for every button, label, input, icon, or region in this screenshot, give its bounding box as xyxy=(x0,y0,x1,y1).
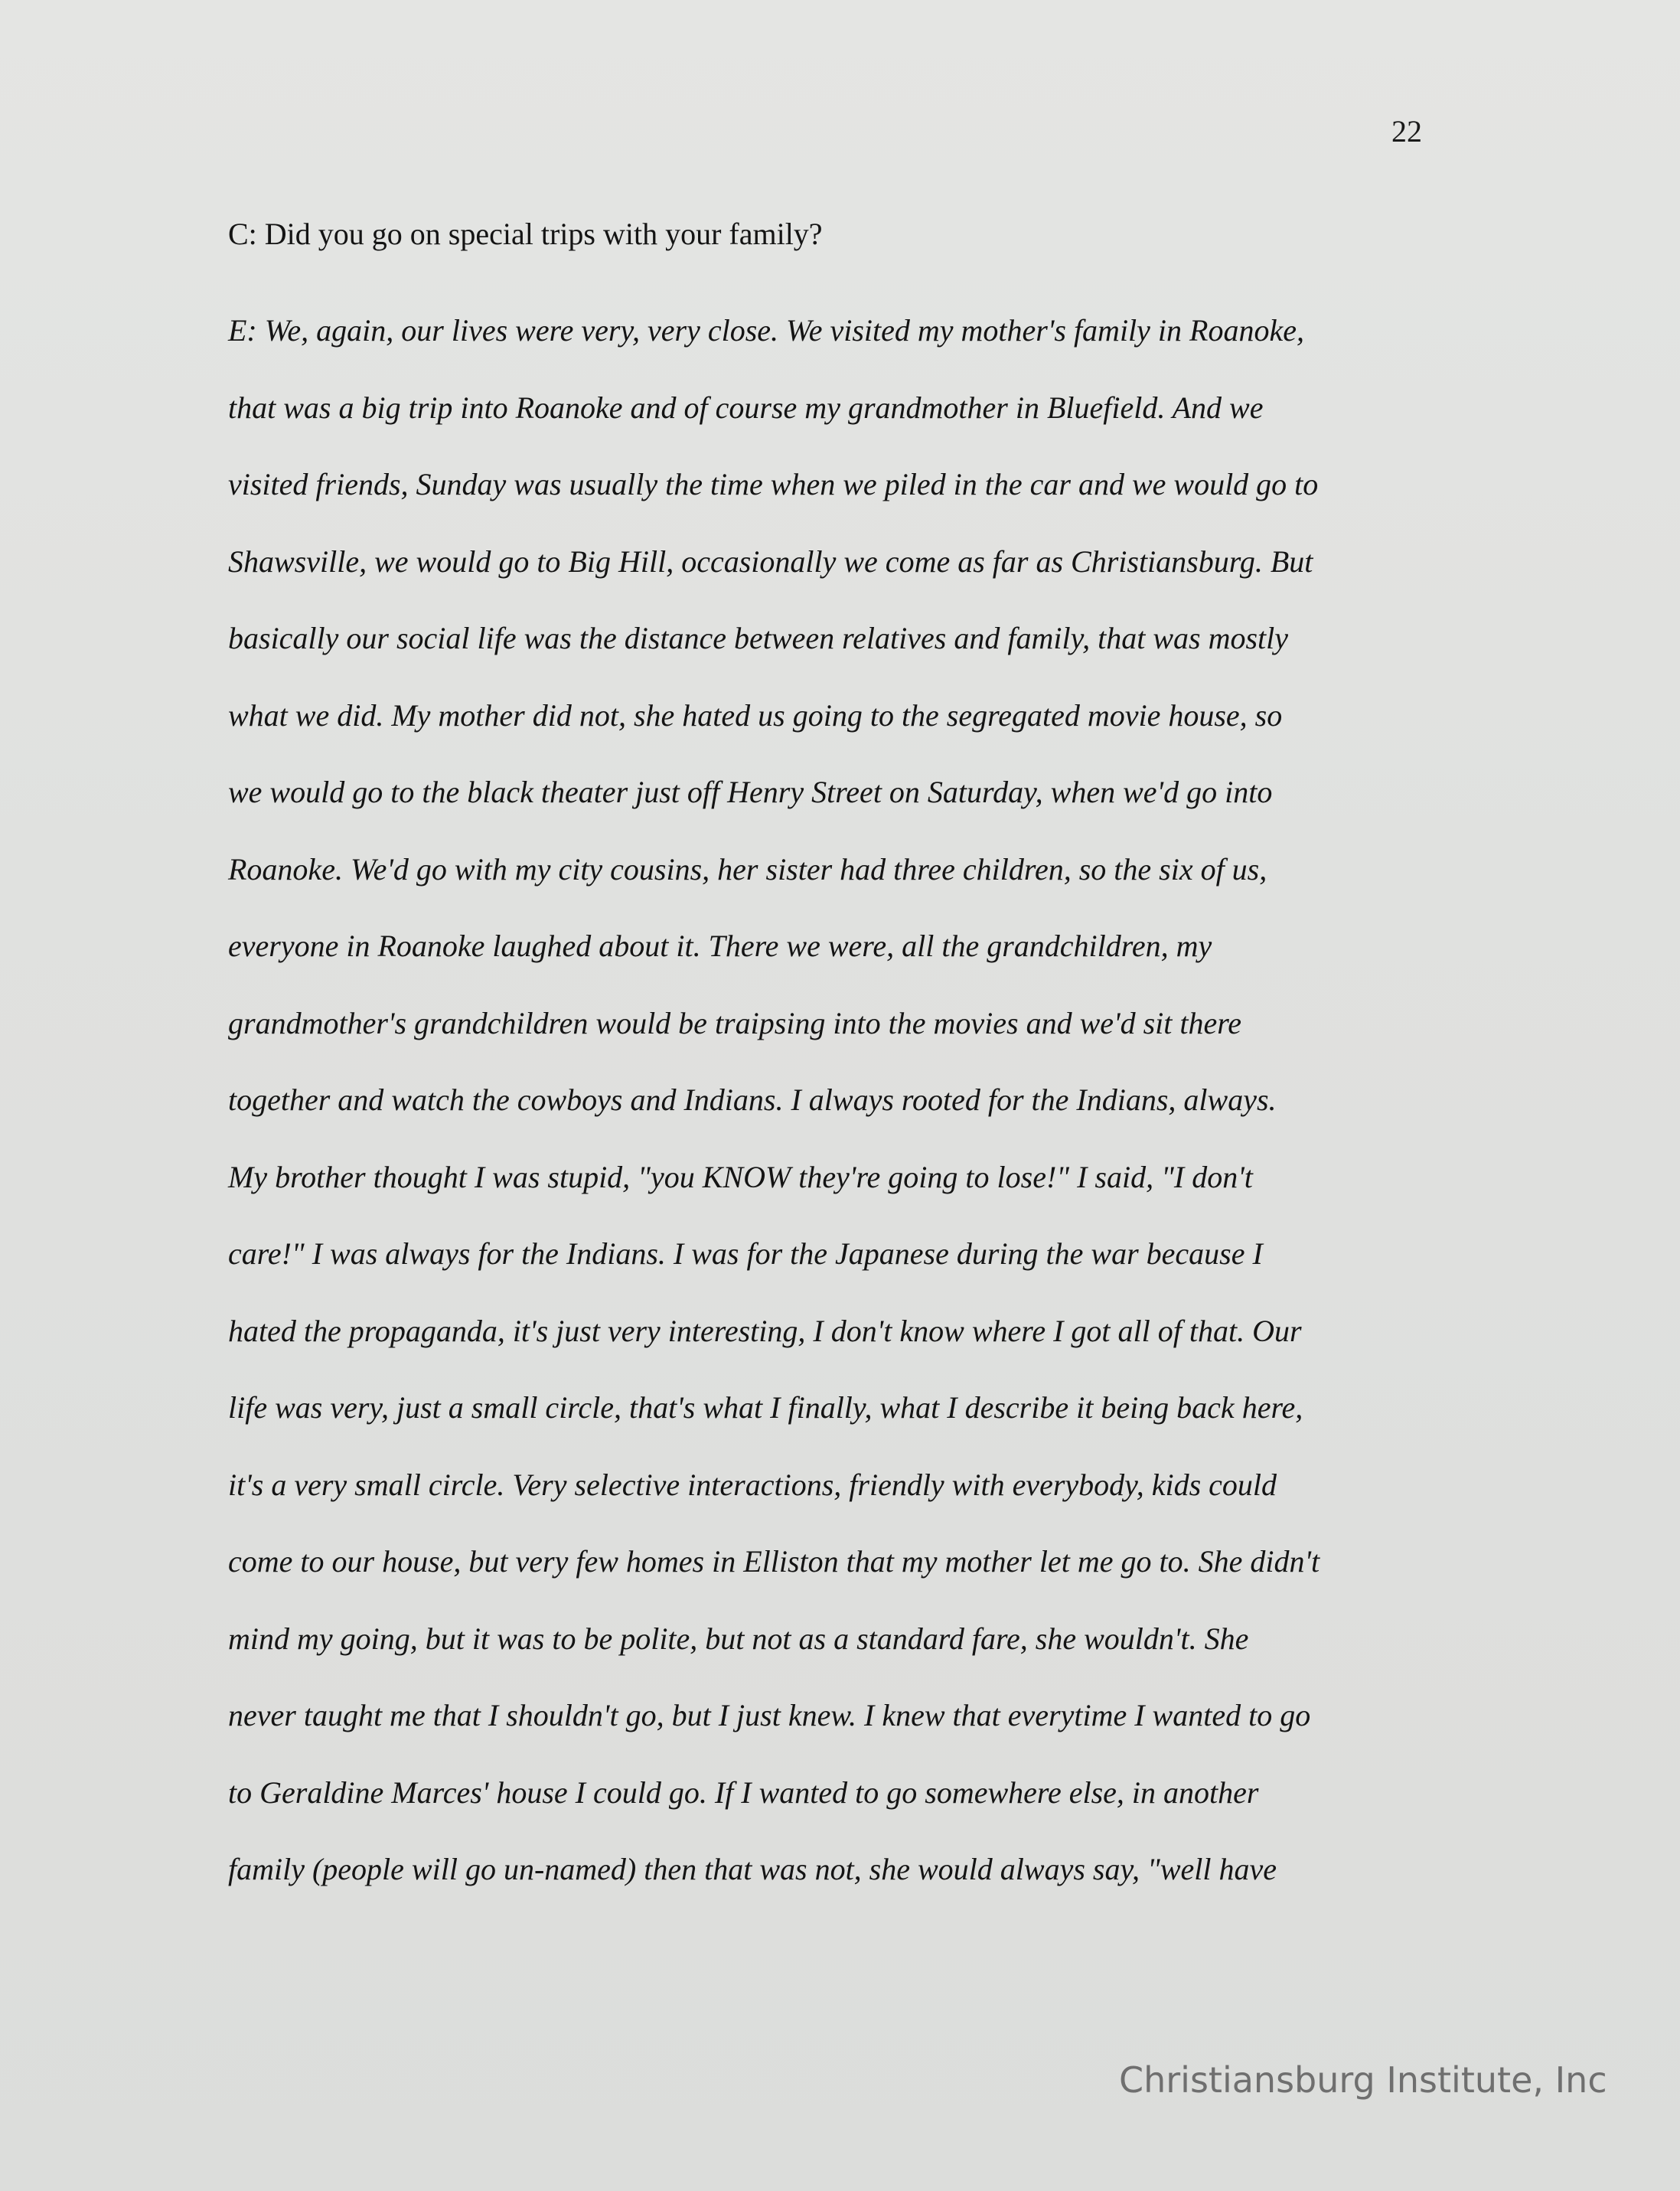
interview-question: C: Did you go on special trips with your family? xyxy=(228,217,823,251)
answer-line: mind my going, but it was to be polite, but not as a standard fare, she wouldn't. She xyxy=(228,1621,1249,1656)
answer-line: care!" I was always for the Indians. I was for the Japanese during the war because I xyxy=(228,1236,1263,1271)
answer-line: that was a big trip into Roanoke and of course my grandmother in Bluefield. And we xyxy=(228,390,1264,425)
answer-line: we would go to the black theater just off Henry Street on Saturday, when we'd go into xyxy=(228,775,1273,809)
watermark: Christiansburg Institute, Inc xyxy=(1119,2059,1607,2101)
answer-line: what we did. My mother did not, she hated us going to the segregated movie house, so xyxy=(228,697,1283,733)
answer-line: never taught me that I shouldn't go, but I just knew. I knew that everytime I wanted to go xyxy=(228,1698,1311,1732)
answer-line: life was very, just a small circle, that's what I finally, what I describe it being back here, xyxy=(228,1390,1303,1425)
answer-line: hated the propaganda, it's just very interesting, I don't know where I got all of that. Our xyxy=(228,1313,1302,1348)
answer-line: Roanoke. We'd go with my city cousins, her sister had three children, so the six of us, xyxy=(228,851,1267,887)
answer-line: E: We, again, our lives were very, very close. We visited my mother's family in Roanoke, xyxy=(228,313,1304,348)
answer-line: visited friends, Sunday was usually the time when we piled in the car and we would go to xyxy=(228,467,1319,501)
answer-line: Shawsville, we would go to Big Hill, occasionally we come as far as Christiansburg. But xyxy=(228,544,1313,579)
answer-line: My brother thought I was stupid, "you KNOW they're going to lose!" I said, "I don't xyxy=(228,1159,1253,1194)
answer-line: come to our house, but very few homes in Elliston that my mother let me go to. She didn't xyxy=(228,1544,1320,1579)
answer-line: basically our social life was the distance between relatives and family, that was mostly xyxy=(228,621,1289,655)
answer-line: it's a very small circle. Very selective interactions, friendly with everybody, kids could xyxy=(228,1467,1277,1502)
answer-line: to Geraldine Marces' house I could go. If I wanted to go somewhere else, in another xyxy=(228,1775,1259,1810)
answer-line: everyone in Roanoke laughed about it. There we were, all the grandchildren, my xyxy=(228,929,1212,963)
answer-line: together and watch the cowboys and Indians. I always rooted for the Indians, always. xyxy=(228,1082,1277,1117)
answer-line: grandmother's grandchildren would be traipsing into the movies and we'd sit there xyxy=(228,1005,1242,1040)
answer-line: family (people will go un-named) then that was not, she would always say, "well have xyxy=(228,1852,1277,1886)
page-number: 22 xyxy=(1391,114,1422,149)
interview-answer xyxy=(228,292,1320,1909)
